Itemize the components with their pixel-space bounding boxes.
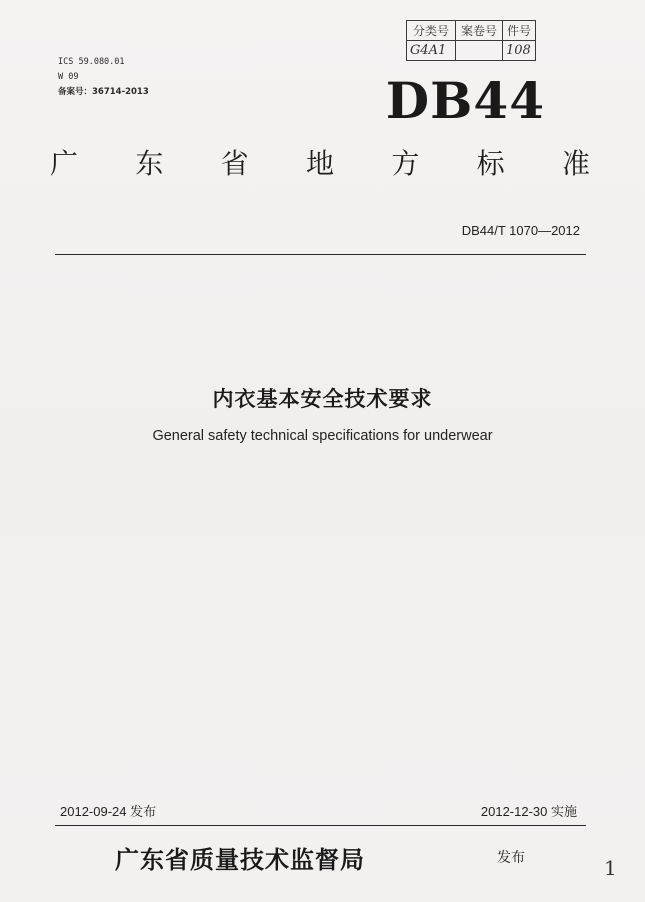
standard-meta <box>58 55 149 100</box>
stamp-header-row <box>407 21 536 41</box>
stamp-header-category: 分类号 <box>407 21 456 41</box>
heading-char: 地 <box>305 147 334 180</box>
w-code: W 09 <box>58 72 79 82</box>
title-english: General safety technical specifications for underwear <box>152 428 493 444</box>
stamp-header-file: 案卷号 <box>456 21 503 41</box>
heading-char: 标 <box>476 147 505 180</box>
page-number: 1 <box>604 856 617 880</box>
classification-stamp <box>406 20 536 61</box>
standard-number: DB44/T 1070—2012 <box>461 223 580 238</box>
heading-char: 东 <box>135 147 164 180</box>
ics-code: ICS 59.080.01 <box>58 57 125 67</box>
filing-number: 备案号：36714-2013 <box>58 87 149 97</box>
publish-label: 发布 <box>497 850 525 866</box>
stamp-value-row <box>407 41 536 61</box>
bottom-divider <box>55 825 586 826</box>
issue-date: 2012-09-24 发布 <box>60 804 157 819</box>
stamp-value-file <box>456 41 503 61</box>
standard-code: DB44 <box>385 71 545 130</box>
stamp-header-item: 件号 <box>503 21 536 41</box>
standard-heading <box>50 147 590 180</box>
effective-date: 2012-12-30 实施 <box>480 804 577 819</box>
heading-char: 准 <box>561 147 590 180</box>
issuing-bureau: 广东省质量技术监督局 <box>115 845 365 874</box>
stamp-value-category: G4A1 <box>407 41 456 61</box>
heading-char: 省 <box>220 147 249 180</box>
stamp-value-item: 108 <box>503 41 536 61</box>
top-divider <box>55 254 586 255</box>
title-chinese: 内衣基本安全技术要求 <box>212 387 433 411</box>
heading-char: 方 <box>391 147 420 180</box>
heading-char: 广 <box>50 147 79 180</box>
